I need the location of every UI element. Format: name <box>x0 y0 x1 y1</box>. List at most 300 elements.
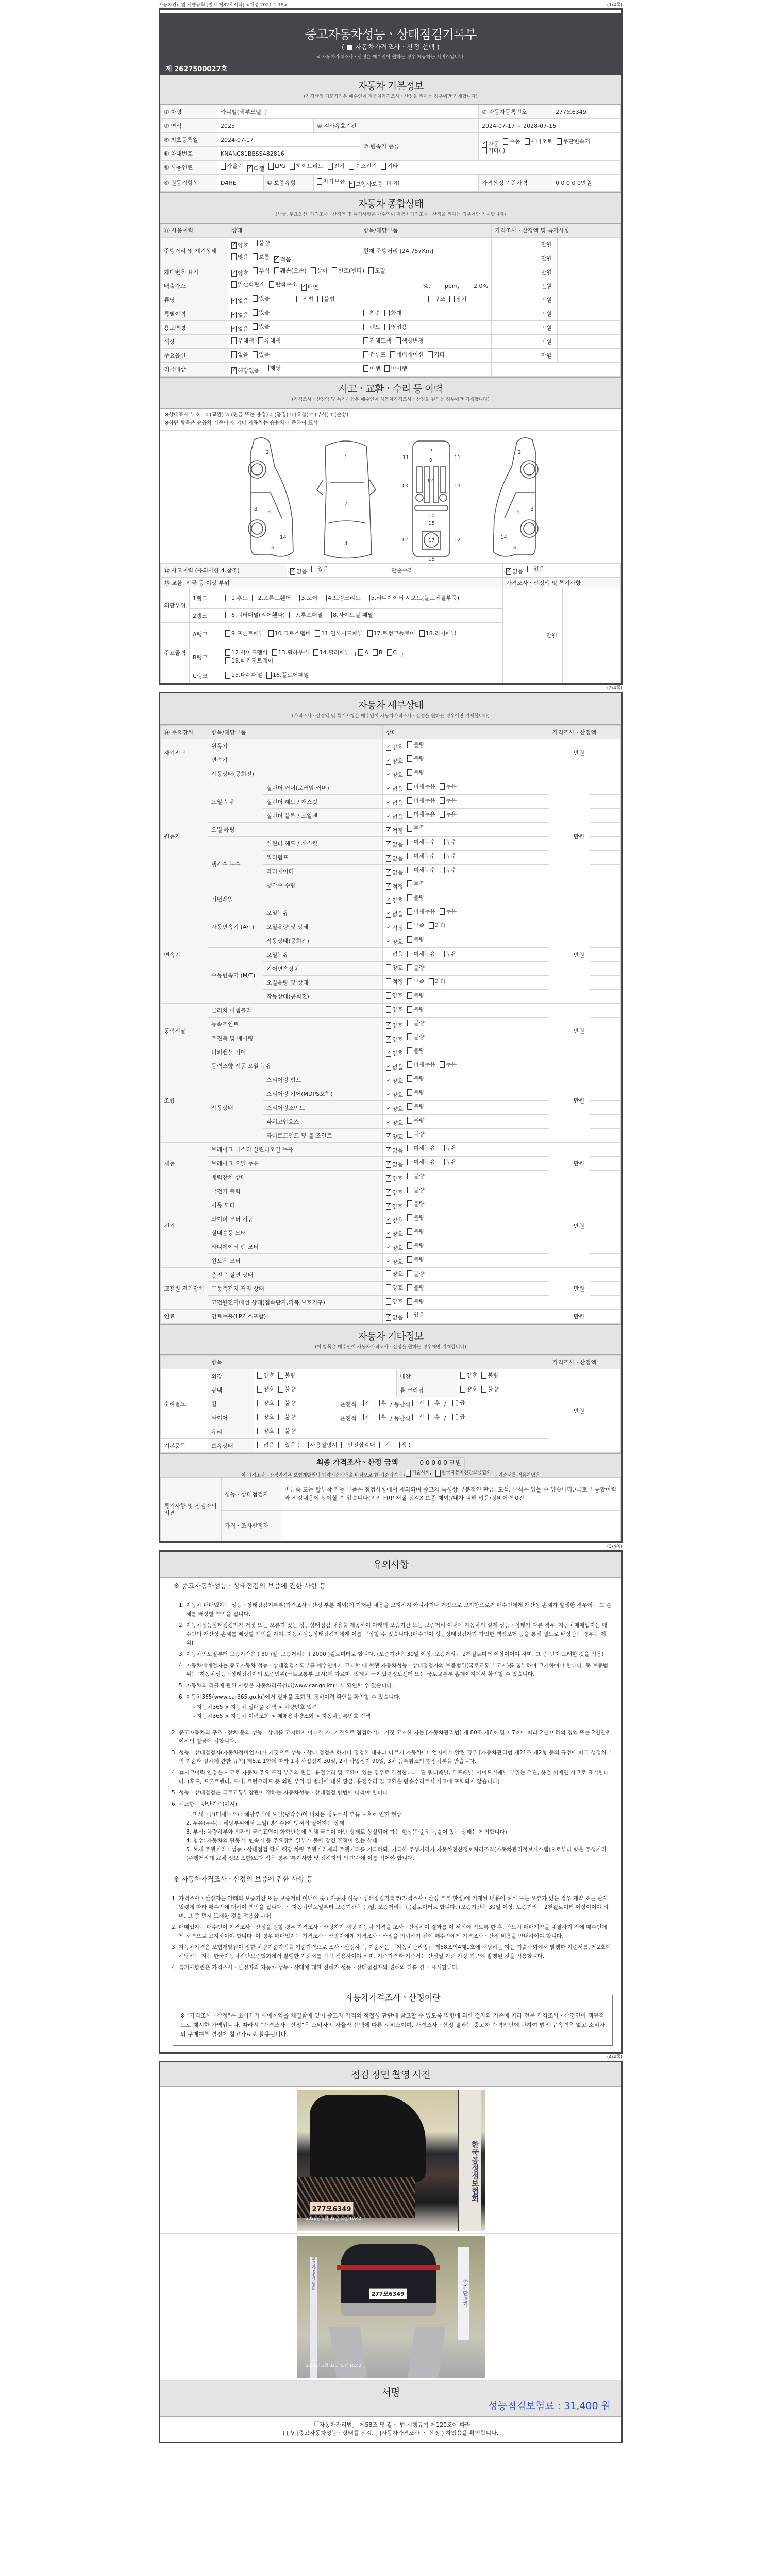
checkbox-option[interactable] <box>525 138 553 145</box>
checkbox-option[interactable] <box>407 880 424 887</box>
checkbox-option[interactable] <box>278 1428 295 1434</box>
checkbox-unchecked-icon[interactable] <box>278 1372 283 1379</box>
checkbox-unchecked-icon[interactable] <box>503 138 508 145</box>
checkbox-unchecked-icon[interactable] <box>440 908 445 915</box>
checkbox-option[interactable] <box>328 163 345 170</box>
checkbox-option[interactable] <box>363 324 380 330</box>
checkbox-option[interactable] <box>278 1414 295 1420</box>
checkbox-option[interactable] <box>407 964 424 971</box>
checkbox-option[interactable] <box>407 936 424 943</box>
checkbox-option[interactable] <box>253 240 270 246</box>
checkbox-unchecked-icon[interactable] <box>407 1145 412 1151</box>
checkbox-option[interactable] <box>231 242 248 249</box>
checkbox-option[interactable] <box>407 1033 424 1040</box>
checkbox-checked-icon[interactable]: ✓ <box>386 883 391 889</box>
checkbox-option[interactable] <box>231 281 265 288</box>
checkbox-option[interactable] <box>304 1442 337 1448</box>
checkbox-unchecked-icon[interactable] <box>375 1414 380 1420</box>
checkbox-option[interactable] <box>386 1284 403 1291</box>
checkbox-unchecked-icon[interactable] <box>440 839 445 845</box>
checkbox-checked-icon[interactable]: ✓ <box>386 800 391 805</box>
checkbox-unchecked-icon[interactable] <box>386 964 391 971</box>
checkbox-unchecked-icon[interactable] <box>257 1442 262 1448</box>
checkbox-unchecked-icon[interactable] <box>268 630 274 637</box>
checkbox-option[interactable] <box>253 295 270 302</box>
checkbox-unchecked-icon[interactable] <box>440 853 445 859</box>
checkbox-option[interactable] <box>407 951 435 957</box>
checkbox-unchecked-icon[interactable] <box>332 267 337 274</box>
checkbox-option[interactable] <box>407 1187 424 1193</box>
checkbox-unchecked-icon[interactable] <box>407 1312 412 1318</box>
checkbox-checked-icon[interactable]: ✓ <box>386 869 391 875</box>
checkbox-unchecked-icon[interactable] <box>429 978 434 985</box>
checkbox-option[interactable] <box>386 897 403 904</box>
checkbox-unchecked-icon[interactable] <box>225 630 230 637</box>
checkbox-unchecked-icon[interactable] <box>253 253 258 260</box>
checkbox-checked-icon[interactable]: ✓ <box>247 165 253 171</box>
checkbox-option[interactable] <box>272 649 309 656</box>
checkbox-option[interactable] <box>449 296 466 302</box>
checkbox-option[interactable] <box>381 163 398 170</box>
checkbox-option[interactable] <box>440 853 457 859</box>
checkbox-unchecked-icon[interactable] <box>440 1159 445 1165</box>
checkbox-unchecked-icon[interactable] <box>440 1061 445 1068</box>
checkbox-checked-icon[interactable]: ✓ <box>386 1217 391 1223</box>
checkbox-unchecked-icon[interactable] <box>278 1428 283 1434</box>
checkbox-unchecked-icon[interactable] <box>407 1242 412 1249</box>
checkbox-option[interactable] <box>290 568 307 575</box>
checkbox-option[interactable] <box>412 1400 424 1406</box>
checkbox-option[interactable] <box>386 1314 403 1321</box>
checkbox-unchecked-icon[interactable] <box>313 649 318 656</box>
checkbox-unchecked-icon[interactable] <box>440 951 445 957</box>
checkbox-unchecked-icon[interactable] <box>278 1400 283 1406</box>
checkbox-unchecked-icon[interactable] <box>253 323 258 330</box>
checkbox-unchecked-icon[interactable] <box>257 1372 262 1379</box>
checkbox-option[interactable] <box>363 351 386 358</box>
checkbox-unchecked-icon[interactable] <box>341 1442 346 1448</box>
checkbox-unchecked-icon[interactable] <box>428 351 433 358</box>
checkbox-option[interactable] <box>375 1400 386 1406</box>
checkbox-option[interactable] <box>253 323 270 330</box>
checkbox-unchecked-icon[interactable] <box>375 1400 380 1406</box>
checkbox-checked-icon[interactable]: ✓ <box>386 786 391 791</box>
checkbox-option[interactable] <box>386 855 403 862</box>
checkbox-option[interactable] <box>407 1159 435 1165</box>
checkbox-unchecked-icon[interactable] <box>407 1117 412 1124</box>
checkbox-option[interactable] <box>386 1217 403 1224</box>
checkbox-checked-icon[interactable]: ✓ <box>232 367 237 373</box>
checkbox-unchecked-icon[interactable] <box>407 964 412 971</box>
checkbox-option[interactable] <box>363 310 380 316</box>
checkbox-unchecked-icon[interactable] <box>386 951 391 957</box>
checkbox-checked-icon[interactable]: ✓ <box>482 140 487 146</box>
checkbox-option[interactable] <box>341 1442 375 1448</box>
checkbox-option[interactable] <box>406 1470 431 1477</box>
checkbox-option[interactable] <box>386 1161 403 1168</box>
checkbox-unchecked-icon[interactable] <box>407 1228 412 1235</box>
checkbox-option[interactable] <box>386 1270 403 1277</box>
checkbox-option[interactable] <box>257 1428 274 1434</box>
checkbox-checked-icon[interactable]: ✓ <box>386 1245 391 1250</box>
checkbox-option[interactable] <box>253 351 270 358</box>
checkbox-checked-icon[interactable]: ✓ <box>232 326 237 331</box>
checkbox-option[interactable] <box>278 1400 295 1406</box>
checkbox-unchecked-icon[interactable] <box>440 783 445 790</box>
checkbox-option[interactable] <box>231 367 260 374</box>
checkbox-option[interactable] <box>386 1175 403 1182</box>
checkbox-unchecked-icon[interactable] <box>231 281 237 288</box>
checkbox-unchecked-icon[interactable] <box>448 1414 453 1420</box>
checkbox-unchecked-icon[interactable] <box>365 595 370 601</box>
checkbox-unchecked-icon[interactable] <box>429 922 434 929</box>
checkbox-option[interactable] <box>386 1022 403 1029</box>
checkbox-option[interactable] <box>440 797 457 804</box>
checkbox-option[interactable] <box>407 1284 424 1291</box>
checkbox-unchecked-icon[interactable] <box>407 1270 412 1277</box>
checkbox-unchecked-icon[interactable] <box>407 1214 412 1221</box>
checkbox-unchecked-icon[interactable] <box>407 922 412 929</box>
checkbox-checked-icon[interactable]: ✓ <box>386 925 391 930</box>
checkbox-checked-icon[interactable]: ✓ <box>232 298 237 303</box>
checkbox-option[interactable] <box>386 1120 403 1126</box>
checkbox-unchecked-icon[interactable] <box>368 267 374 274</box>
checkbox-checked-icon[interactable]: ✓ <box>386 911 391 917</box>
checkbox-option[interactable] <box>407 755 424 762</box>
checkbox-unchecked-icon[interactable] <box>527 566 532 572</box>
checkbox-option[interactable] <box>386 827 403 834</box>
checkbox-checked-icon[interactable]: ✓ <box>386 939 391 944</box>
checkbox-unchecked-icon[interactable] <box>258 337 263 344</box>
checkbox-checked-icon[interactable]: ✓ <box>349 181 354 187</box>
checkbox-option[interactable] <box>386 1106 403 1112</box>
checkbox-option[interactable] <box>231 351 248 358</box>
checkbox-option[interactable] <box>395 1442 410 1448</box>
checkbox-option[interactable] <box>257 1414 274 1420</box>
checkbox-unchecked-icon[interactable] <box>407 894 412 901</box>
checkbox-option[interactable] <box>231 326 248 332</box>
checkbox-unchecked-icon[interactable] <box>387 649 392 656</box>
checkbox-option[interactable] <box>527 566 544 572</box>
checkbox-checked-icon[interactable]: ✓ <box>386 1175 391 1181</box>
checkbox-unchecked-icon[interactable] <box>406 1470 411 1477</box>
checkbox-checked-icon[interactable]: ✓ <box>386 772 391 777</box>
checkbox-unchecked-icon[interactable] <box>481 1386 486 1393</box>
checkbox-option[interactable] <box>448 1400 465 1406</box>
checkbox-checked-icon[interactable]: ✓ <box>386 758 391 764</box>
checkbox-option[interactable] <box>268 163 285 170</box>
checkbox-option[interactable] <box>407 1312 424 1318</box>
checkbox-unchecked-icon[interactable] <box>373 649 378 656</box>
checkbox-checked-icon[interactable]: ✓ <box>301 284 307 290</box>
checkbox-unchecked-icon[interactable] <box>440 811 445 818</box>
checkbox-option[interactable] <box>419 630 457 637</box>
checkbox-option[interactable] <box>506 568 523 575</box>
checkbox-unchecked-icon[interactable] <box>407 1061 412 1068</box>
checkbox-option[interactable] <box>225 672 262 679</box>
checkbox-unchecked-icon[interactable] <box>322 595 327 601</box>
checkbox-checked-icon[interactable]: ✓ <box>291 568 295 574</box>
checkbox-option[interactable] <box>257 1400 274 1406</box>
checkbox-unchecked-icon[interactable] <box>407 880 412 887</box>
checkbox-unchecked-icon[interactable] <box>407 908 412 915</box>
checkbox-unchecked-icon[interactable] <box>449 296 455 302</box>
checkbox-unchecked-icon[interactable] <box>225 595 230 601</box>
checkbox-unchecked-icon[interactable] <box>481 1372 486 1379</box>
checkbox-unchecked-icon[interactable] <box>428 1414 433 1420</box>
checkbox-option[interactable] <box>225 657 273 664</box>
checkbox-unchecked-icon[interactable] <box>272 649 277 656</box>
checkbox-unchecked-icon[interactable] <box>407 1047 412 1054</box>
checkbox-option[interactable] <box>407 1103 424 1110</box>
checkbox-checked-icon[interactable]: ✓ <box>386 1120 391 1125</box>
checkbox-checked-icon[interactable]: ✓ <box>386 1259 391 1264</box>
checkbox-option[interactable] <box>290 163 323 170</box>
checkbox-checked-icon[interactable]: ✓ <box>386 1064 391 1070</box>
checkbox-option[interactable] <box>440 867 457 873</box>
checkbox-option[interactable] <box>390 351 424 358</box>
checkbox-option[interactable] <box>481 1372 498 1379</box>
checkbox-unchecked-icon[interactable] <box>384 365 390 372</box>
checkbox-option[interactable] <box>407 839 435 845</box>
checkbox-option[interactable] <box>440 783 457 790</box>
checkbox-option[interactable] <box>231 337 254 344</box>
checkbox-option[interactable] <box>367 630 415 637</box>
checkbox-option[interactable] <box>407 1047 424 1054</box>
checkbox-option[interactable] <box>349 181 383 188</box>
checkbox-option[interactable] <box>252 595 291 601</box>
checkbox-unchecked-icon[interactable] <box>390 351 395 358</box>
checkbox-unchecked-icon[interactable] <box>412 1400 417 1406</box>
checkbox-unchecked-icon[interactable] <box>407 951 412 957</box>
checkbox-option[interactable] <box>278 1442 299 1448</box>
checkbox-checked-icon[interactable]: ✓ <box>386 1133 391 1139</box>
checkbox-option[interactable] <box>407 783 435 790</box>
checkbox-option[interactable] <box>396 337 424 344</box>
checkbox-option[interactable] <box>386 1133 403 1140</box>
checkbox-unchecked-icon[interactable] <box>296 296 301 302</box>
checkbox-unchecked-icon[interactable] <box>407 1200 412 1207</box>
checkbox-option[interactable] <box>359 1400 371 1406</box>
checkbox-unchecked-icon[interactable] <box>386 1284 391 1291</box>
checkbox-unchecked-icon[interactable] <box>367 630 373 637</box>
checkbox-unchecked-icon[interactable] <box>407 1103 412 1110</box>
checkbox-option[interactable] <box>440 951 457 957</box>
checkbox-unchecked-icon[interactable] <box>460 1372 465 1379</box>
checkbox-option[interactable] <box>407 1242 424 1249</box>
checkbox-unchecked-icon[interactable] <box>268 163 274 170</box>
checkbox-option[interactable] <box>327 612 373 618</box>
checkbox-option[interactable] <box>407 1089 424 1096</box>
checkbox-unchecked-icon[interactable] <box>253 267 258 274</box>
checkbox-unchecked-icon[interactable] <box>407 1020 412 1026</box>
checkbox-unchecked-icon[interactable] <box>440 1145 445 1151</box>
checkbox-unchecked-icon[interactable] <box>428 296 433 302</box>
checkbox-option[interactable] <box>274 256 291 263</box>
checkbox-unchecked-icon[interactable] <box>349 163 354 170</box>
checkbox-option[interactable] <box>225 630 264 637</box>
checkbox-unchecked-icon[interactable] <box>407 741 412 748</box>
checkbox-option[interactable] <box>440 1145 457 1151</box>
checkbox-option[interactable] <box>407 1131 424 1138</box>
checkbox-option[interactable] <box>440 839 457 845</box>
checkbox-unchecked-icon[interactable] <box>253 295 258 302</box>
checkbox-unchecked-icon[interactable] <box>257 1386 262 1393</box>
checkbox-option[interactable] <box>407 1214 424 1221</box>
checkbox-checked-icon[interactable]: ✓ <box>386 841 391 847</box>
checkbox-option[interactable] <box>301 284 318 291</box>
checkbox-unchecked-icon[interactable] <box>407 978 412 985</box>
checkbox-unchecked-icon[interactable] <box>311 267 316 274</box>
checkbox-option[interactable] <box>386 1036 403 1043</box>
checkbox-option[interactable] <box>231 270 248 277</box>
checkbox-option[interactable] <box>363 365 380 372</box>
checkbox-option[interactable] <box>386 800 403 806</box>
checkbox-option[interactable] <box>407 1006 424 1013</box>
checkbox-unchecked-icon[interactable] <box>257 1400 262 1406</box>
checkbox-unchecked-icon[interactable] <box>407 853 412 859</box>
checkbox-unchecked-icon[interactable] <box>407 755 412 762</box>
checkbox-option[interactable] <box>268 630 311 637</box>
checkbox-checked-icon[interactable]: ✓ <box>386 1022 391 1028</box>
checkbox-option[interactable] <box>253 267 270 274</box>
checkbox-unchecked-icon[interactable] <box>407 1159 412 1165</box>
checkbox-unchecked-icon[interactable] <box>407 1006 412 1013</box>
checkbox-unchecked-icon[interactable] <box>290 163 295 170</box>
checkbox-checked-icon[interactable]: ✓ <box>386 1078 391 1083</box>
checkbox-unchecked-icon[interactable] <box>407 811 412 818</box>
checkbox-unchecked-icon[interactable] <box>396 337 401 344</box>
checkbox-option[interactable] <box>317 296 334 302</box>
checkbox-unchecked-icon[interactable] <box>257 1428 262 1434</box>
checkbox-unchecked-icon[interactable] <box>317 296 323 302</box>
checkbox-option[interactable] <box>386 939 403 945</box>
checkbox-option[interactable] <box>386 744 403 751</box>
checkbox-unchecked-icon[interactable] <box>311 566 316 572</box>
checkbox-checked-icon[interactable]: ✓ <box>386 1189 391 1195</box>
checkbox-checked-icon[interactable]: ✓ <box>386 897 391 903</box>
checkbox-option[interactable] <box>407 992 424 999</box>
checkbox-option[interactable] <box>386 1092 403 1098</box>
checkbox-checked-icon[interactable]: ✓ <box>507 568 511 574</box>
checkbox-unchecked-icon[interactable] <box>407 867 412 873</box>
checkbox-option[interactable] <box>407 811 435 818</box>
checkbox-option[interactable] <box>274 267 307 274</box>
checkbox-unchecked-icon[interactable] <box>225 649 230 656</box>
checkbox-unchecked-icon[interactable] <box>257 1414 262 1420</box>
checkbox-option[interactable] <box>225 595 248 601</box>
checkbox-option[interactable] <box>407 1075 424 1082</box>
checkbox-unchecked-icon[interactable] <box>225 612 230 618</box>
checkbox-option[interactable] <box>386 1231 403 1238</box>
checkbox-option[interactable] <box>315 630 363 637</box>
checkbox-option[interactable] <box>412 1414 424 1420</box>
checkbox-unchecked-icon[interactable] <box>266 672 272 679</box>
checkbox-option[interactable] <box>407 922 424 929</box>
checkbox-unchecked-icon[interactable] <box>379 1442 384 1448</box>
checkbox-option[interactable] <box>225 612 285 618</box>
checkbox-unchecked-icon[interactable] <box>225 657 230 664</box>
checkbox-unchecked-icon[interactable] <box>386 1006 391 1013</box>
checkbox-option[interactable] <box>365 595 459 601</box>
checkbox-unchecked-icon[interactable] <box>363 351 368 358</box>
checkbox-option[interactable] <box>481 1386 498 1393</box>
checkbox-option[interactable] <box>386 1259 403 1265</box>
checkbox-option[interactable] <box>386 1147 403 1154</box>
checkbox-checked-icon[interactable]: ✓ <box>232 242 237 248</box>
checkbox-option[interactable] <box>311 566 328 572</box>
checkbox-option[interactable] <box>407 1256 424 1263</box>
checkbox-option[interactable] <box>386 814 403 820</box>
checkbox-option[interactable] <box>407 797 435 804</box>
checkbox-option[interactable] <box>386 911 403 918</box>
checkbox-option[interactable] <box>428 296 445 302</box>
checkbox-option[interactable] <box>407 1117 424 1124</box>
checkbox-checked-icon[interactable]: ✓ <box>386 1203 391 1209</box>
checkbox-option[interactable] <box>386 964 403 971</box>
checkbox-checked-icon[interactable]: ✓ <box>386 1231 391 1236</box>
checkbox-unchecked-icon[interactable] <box>304 1442 309 1448</box>
checkbox-unchecked-icon[interactable] <box>440 797 445 804</box>
checkbox-checked-icon[interactable]: ✓ <box>386 1106 391 1111</box>
checkbox-unchecked-icon[interactable] <box>460 1386 465 1393</box>
checkbox-unchecked-icon[interactable] <box>289 612 294 618</box>
checkbox-unchecked-icon[interactable] <box>253 240 258 246</box>
checkbox-option[interactable] <box>407 769 424 776</box>
checkbox-option[interactable] <box>407 894 424 901</box>
checkbox-option[interactable] <box>349 163 377 170</box>
checkbox-unchecked-icon[interactable] <box>274 267 279 274</box>
checkbox-option[interactable] <box>296 296 313 302</box>
checkbox-option[interactable] <box>407 1228 424 1235</box>
checkbox-option[interactable] <box>386 1245 403 1251</box>
checkbox-unchecked-icon[interactable] <box>386 1298 391 1305</box>
checkbox-unchecked-icon[interactable] <box>407 1033 412 1040</box>
checkbox-unchecked-icon[interactable] <box>407 1256 412 1263</box>
checkbox-unchecked-icon[interactable] <box>253 351 258 358</box>
checkbox-unchecked-icon[interactable] <box>225 672 230 679</box>
checkbox-unchecked-icon[interactable] <box>419 630 425 637</box>
checkbox-option[interactable] <box>295 595 317 601</box>
checkbox-option[interactable] <box>460 1372 477 1379</box>
checkbox-unchecked-icon[interactable] <box>328 163 333 170</box>
checkbox-checked-icon[interactable]: ✓ <box>386 1314 391 1320</box>
checkbox-unchecked-icon[interactable] <box>407 1187 412 1193</box>
checkbox-option[interactable] <box>332 267 364 274</box>
checkbox-option[interactable] <box>407 1061 435 1068</box>
checkbox-unchecked-icon[interactable] <box>363 337 368 344</box>
checkbox-option[interactable] <box>448 1414 465 1420</box>
checkbox-checked-icon[interactable]: ✓ <box>386 827 391 833</box>
checkbox-unchecked-icon[interactable] <box>407 936 412 943</box>
checkbox-unchecked-icon[interactable] <box>557 138 562 145</box>
checkbox-unchecked-icon[interactable] <box>435 1470 441 1477</box>
checkbox-option[interactable] <box>386 1298 403 1305</box>
checkbox-unchecked-icon[interactable] <box>278 1442 283 1448</box>
checkbox-option[interactable] <box>386 1078 403 1084</box>
checkbox-option[interactable] <box>368 267 385 274</box>
checkbox-unchecked-icon[interactable] <box>327 612 332 618</box>
checkbox-unchecked-icon[interactable] <box>407 839 412 845</box>
checkbox-unchecked-icon[interactable] <box>363 310 368 316</box>
checkbox-unchecked-icon[interactable] <box>407 1284 412 1291</box>
checkbox-option[interactable] <box>231 312 248 318</box>
checkbox-option[interactable] <box>311 267 328 274</box>
checkbox-option[interactable] <box>278 1372 295 1379</box>
checkbox-option[interactable] <box>264 365 281 371</box>
checkbox-unchecked-icon[interactable] <box>384 310 390 316</box>
checkbox-unchecked-icon[interactable] <box>221 163 226 170</box>
